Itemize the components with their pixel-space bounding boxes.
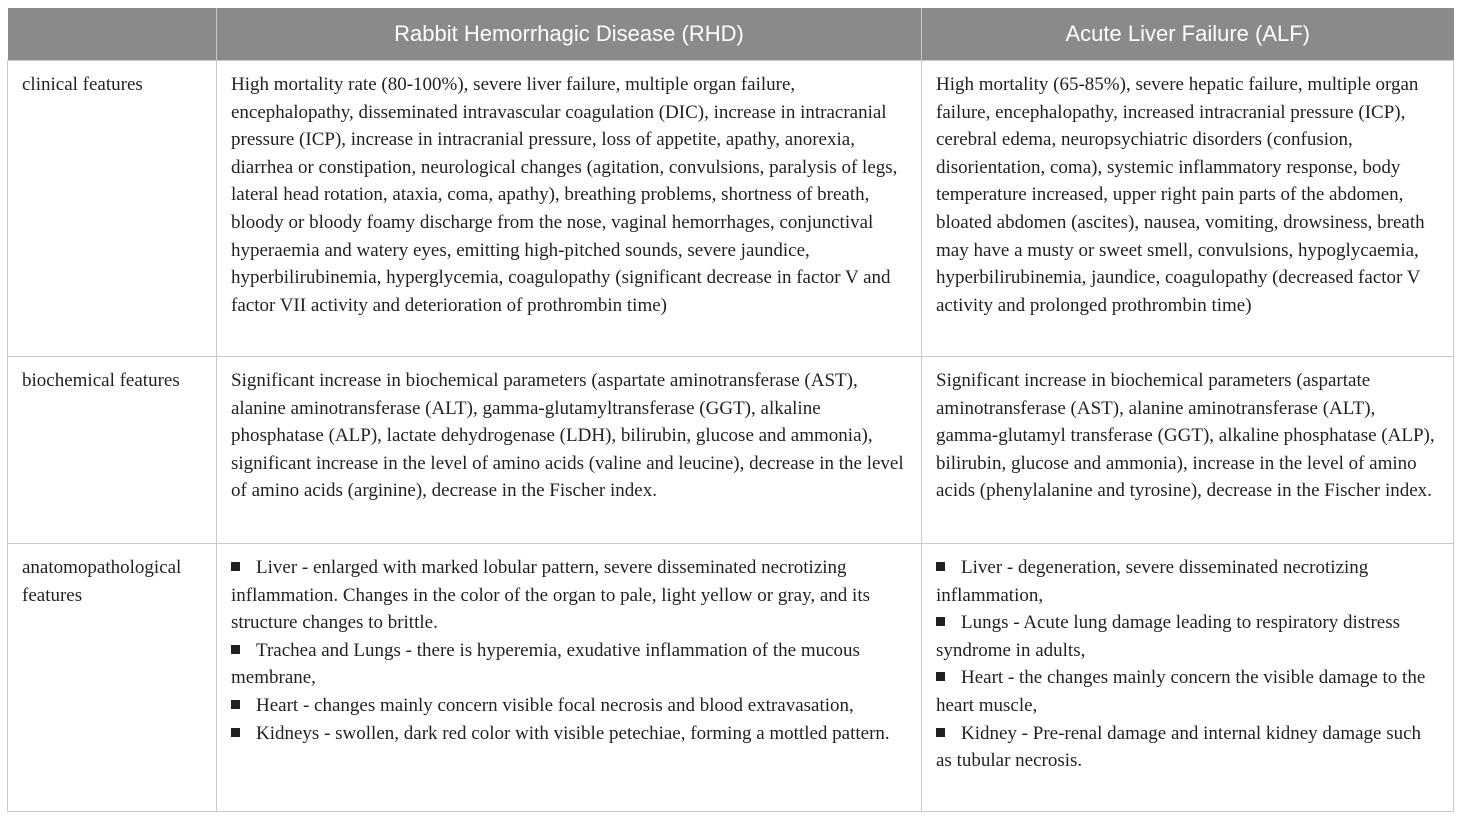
square-bullet-icon [231,700,240,709]
table-row-clinical [8,61,1454,357]
list-item-text: Kidneys - swollen, dark red color with visible petechiae, forming a mottled pattern. [256,722,890,744]
list-item-text: Trachea and Lungs - there is hyperemia, exudative inflammation of the mucous membrane, [231,639,860,689]
square-bullet-icon [231,562,240,571]
row-label-clinical: clinical features [8,61,217,357]
cell-rhd-anatomopathological [217,544,922,812]
list-item-text: Liver - degeneration, severe disseminated necrotizing inflammation, [936,557,1369,606]
square-bullet-icon [231,728,240,737]
row-label-biochemical: biochemical features [8,357,217,544]
cell-rhd-clinical: High mortality rate (80-100%), severe liver failure, multiple organ failure, encephalopathy, disseminated intravascular coagulation (DIC), increase in intracranial pressure (ICP), increase in intracranial pressure, loss of appetite, apathy, anorexia, diarrhea or constipation, neurological changes (agitation, convulsions, paralysis of legs, lateral head rotation, ataxia, coma, apathy), breathing problems, shortness of breath, bloody or bloody foamy discharge from the nose, vaginal hemorrhages, conjunctival hyperaemia and watery eyes, emitting high-pitched sounds, severe jaundice, hyperbilirubinemia, hyperglycemia, coagulopathy (significant decrease in factor V and factor VII activity and deterioration of prothrombin time) [217,61,922,357]
list-item-text: Lungs - Acute lung damage leading to respiratory distress syndrome in adults, [936,612,1401,661]
row-label-anatomopathological: anatomopathological features [8,544,217,812]
square-bullet-icon [231,645,240,654]
cell-alf-clinical: High mortality (65-85%), severe hepatic failure, multiple organ failure, encephalopathy, increased intracranial pressure (ICP), cerebral edema, neuropsychiatric disorders (confusion, disorientation, coma), systemic inflammatory response, body temperature increased, upper right pain parts of the abdomen, bloated abdomen (ascites), nausea, vomiting, drowsiness, breath may have a musty or sweet smell, convulsions, hypoglycaemia, hyperbilirubinemia, jaundice, coagulopathy (decreased factor V activity and prolonged prothrombin time) [922,61,1454,357]
list-item [936,554,1441,609]
square-bullet-icon [936,672,945,681]
list-item [231,637,909,692]
square-bullet-icon [936,617,945,626]
list-item [231,554,909,637]
comparison-table [7,8,1454,812]
square-bullet-icon [936,562,945,571]
list-item [231,720,909,748]
header-alf: Acute Liver Failure (ALF) [922,8,1454,61]
list-item-text: Kidney - Pre-renal damage and internal kidney damage such as tubular necrosis. [936,722,1422,772]
list-item [936,609,1441,664]
list-item-text: Heart - changes mainly concern visible focal necrosis and blood extravasation, [256,694,854,716]
list-item-text: Liver - enlarged with marked lobular pattern, severe disseminated necrotizing inflammation. Changes in the color of the organ to pale, light yellow or gray, and its structure changes to brittle. [231,557,870,634]
cell-rhd-biochemical: Significant increase in biochemical parameters (aspartate aminotransferase (AST), alanine aminotransferase (ALT), gamma-glutamyltransferase (GGT), alkaline phosphatase (ALP), lactate dehydrogenase (LDH), bilirubin, glucose and ammonia), significant increase in the level of amino acids (valine and leucine), decrease in the level of amino acids (arginine), decrease in the Fischer index. [217,357,922,544]
cell-alf-biochemical: Significant increase in biochemical parameters (aspartate aminotransferase (AST), alanine aminotransferase (ALT), gamma-glutamyl transferase (GGT), alkaline phosphatase (ALP), bilirubin, glucose and ammonia), increase in the level of amino acids (phenylalanine and tyrosine), decrease in the Fischer index. [922,357,1454,544]
table-row-biochemical [8,357,1454,544]
header-row [8,8,1454,61]
table-row-anatomopathological [8,544,1454,812]
square-bullet-icon [936,728,945,737]
list-item-text: Heart - the changes mainly concern the visible damage to the heart muscle, [936,667,1426,716]
list-item [936,664,1441,719]
cell-alf-anatomopathological [922,544,1454,812]
header-rhd: Rabbit Hemorrhagic Disease (RHD) [217,8,922,61]
list-item [231,692,909,720]
header-corner-cell [8,8,217,61]
list-item [936,720,1441,775]
